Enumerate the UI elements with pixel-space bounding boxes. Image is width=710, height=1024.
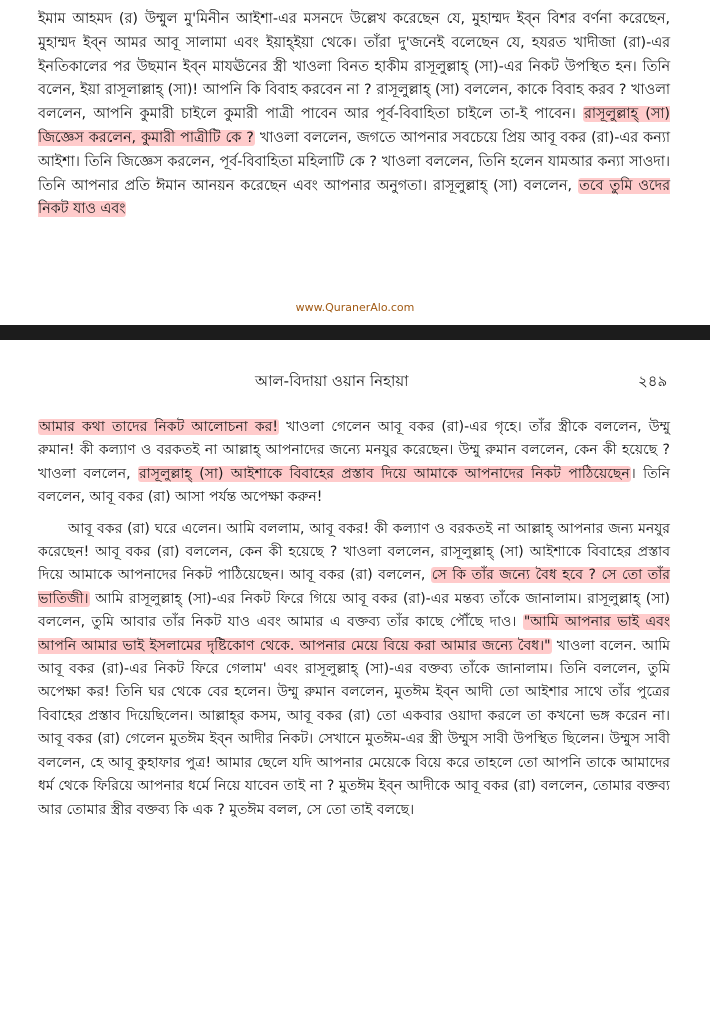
text-run: আমি রাসূলুল্লাহ্ (সা)-এর নিকট ফিরে গিয়ে আবূ বকর (রা)-এর মন্তব্য তাঁকে জানালাম। রাসূলুল্লাহ্ (সা) বললেন, তুমি আবার তাঁর নিকট যাও এবং আমার এ বক্তব্য তাঁর কাছে পৌঁছে দাও। bbox=[38, 590, 670, 631]
page-body bbox=[38, 416, 670, 830]
highlighted-text: সে কি তাঁর জন্যে বৈধ হবে ? সে তো তাঁর ভাতিজী। bbox=[38, 567, 670, 607]
top-page-text bbox=[0, 0, 710, 222]
watermark-url: www.QuranerAlo.com bbox=[295, 301, 415, 314]
running-header bbox=[0, 370, 710, 394]
text-run: ইমাম আহমদ (র) উম্মুল মু'মিনীন আইশা-এর মসনদে উল্লেখ করেছেন যে, মুহাম্মদ ইব্‌ন বিশর বর্ণনা করেছেন, মুহাম্মদ ইব্‌ন আমর আবূ সালামা এবং ইয়াহ্‌ইয়া থেকে। তাঁরা দু'জনেই বলেছেন যে, হযরত খাদীজা (রা)-এর ইনতিকালের পর উছমান ইব্‌ন মাযঊনের স্ত্রী খাওলা বিনত হাকীম রাসূলুল্লাহ্ (সা)-এর নিকট উপস্থিত হন। তিনি বলেন, ইয়া রাসূলাল্লাহ্ (সা)! আপনি কি বিবাহ করবেন না ? রাসূলুল্লাহ্ (সা) বললেন, কাকে বিবাহ করব ? খাওলা বললেন, আপনি কুমারী চাইলে কুমারী পাত্রী পাবেন আর পূর্ব-বিবাহিতা চাইলে তা-ই পাবেন। bbox=[38, 11, 670, 123]
text-run: আবূ বকর (রা) ঘরে এলেন। আমি বললাম, আবূ বকর! কী কল্যাণ ও বরকতই না আল্লাহ্ আপনার জন্য মনযুর করেছেন! আবূ বকর (রা) বললেন, কেন কী হয়েছে ? খাওলা বললেন, রাসূলুল্লাহ্ (সা) আইশাকে বিবাহের প্রস্তাব দিয়ে আমাকে আপনাদের নিকট পাঠিয়েছেন। আবূ বকর (রা) বললেন, bbox=[38, 520, 670, 584]
paragraph-1 bbox=[38, 416, 670, 510]
page-divider bbox=[0, 325, 710, 340]
highlighted-text: তবে তুমি ওদের নিকট যাও এবং bbox=[38, 177, 670, 218]
highlighted-text: রাসূলুল্লাহ্ (সা) আইশাকে বিবাহের প্রস্তাব দিয়ে আমাকে আপনাদের নিকট পাঠিয়েছেন bbox=[138, 465, 630, 482]
text-run: খাওলা বলেন. আমি আবূ বকর (রা)-এর নিকট ফিরে গেলাম' এবং রাসূলুল্লাহ্ (সা)-এর বক্তব্য তাঁকে জানালাম। তিনি বললেন, তুমি অপেক্ষা কর! তিনি ঘর থেকে বের হলেন। উম্মু রুমান বললেন, মুতঈম ইব্‌ন আদী তো আইশার সাথে তাঁর পুত্রের বিবাহের প্রস্তাব দিয়েছিলেন। আল্লাহ্‌র কসম, আবূ বকর (রা) তো একবার ওয়াদা করলে তা কখনো ভঙ্গ করেন না। আবূ বকর (রা) গেলেন মুতঈম ইব্‌ন আদীর নিকট। সেখানে মুতঈম-এর স্ত্রী উম্মুস সাবী উপস্থিত ছিলেন। উম্মুস সাবী বললেন, হে আবূ কুহাফার পুত্র! আমার ছেলে যদি আপনার মেয়েকে বিয়ে করে তাহলে তো আপনি তাকে আমাদের ধর্ম থেকে ফিরিয়ে আপনার ধর্মে নিয়ে যাবেন তাই না ? মুতঈম ইব্‌ন আদীকে আবূ বকর (রা) বললেন, তোমার বক্তব্য আর তোমার স্ত্রীর বক্তব্য কি এক ? মুতঈম বলল, সে তো তাই বলছে। bbox=[38, 637, 670, 818]
highlighted-text: রাসূলুল্লাহ্ (সা) জিজ্ঞেস করলেন, কুমারী পাত্রীটি কে ? bbox=[38, 106, 670, 146]
highlighted-text: আমার কথা তাদের নিকট আলোচনা কর! bbox=[39, 419, 278, 435]
top-page bbox=[0, 0, 710, 325]
highlighted-text: "আমি আপনার ভাই এবং আপনি আমার ভাই ইসলামের দৃষ্টিকোণ থেকে. আপনার মেয়ে বিয়ে করা আমার জন্যে বৈধ।" bbox=[38, 614, 671, 654]
text-run: খাওলা গেলেন আবূ বকর (রা)-এর গৃহে। তাঁর স্ত্রীকে বললেন, উম্মু রুমান! কী কল্যাণ ও বরকতই না আল্লাহ্ আপনাদের জন্যে মনযুর করেছেন। উম্মু রুমান বললেন, কেন কী হয়েছে ? খাওলা বললেন, bbox=[38, 419, 670, 482]
paragraph-2 bbox=[38, 518, 670, 822]
text-run: । তিনি বললেন, আবূ বকর (রা) আসা পর্যন্ত অপেক্ষা করুন! bbox=[38, 465, 671, 506]
bottom-page bbox=[0, 340, 710, 1024]
book-title: আল-বিদায়া ওয়ান নিহায়া bbox=[255, 372, 409, 390]
page-number: ২৪৯ bbox=[638, 372, 668, 390]
text-run: খাওলা বললেন, জগতে আপনার সবচেয়ে প্রিয় আবূ বকর (রা)-এর কন্যা আইশা। তিনি জিজ্ঞেস করলেন, পূর্ব-বিবাহিতা মহিলাটি কে ? খাওলা বললেন, তিনি হলেন যামআর কন্যা সাওদা। তিনি আপনার প্রতি ঈমান আনয়ন করেছেন এবং আপনার অনুগতা। রাসূলুল্লাহ্ (সা) বললেন, bbox=[38, 129, 671, 194]
